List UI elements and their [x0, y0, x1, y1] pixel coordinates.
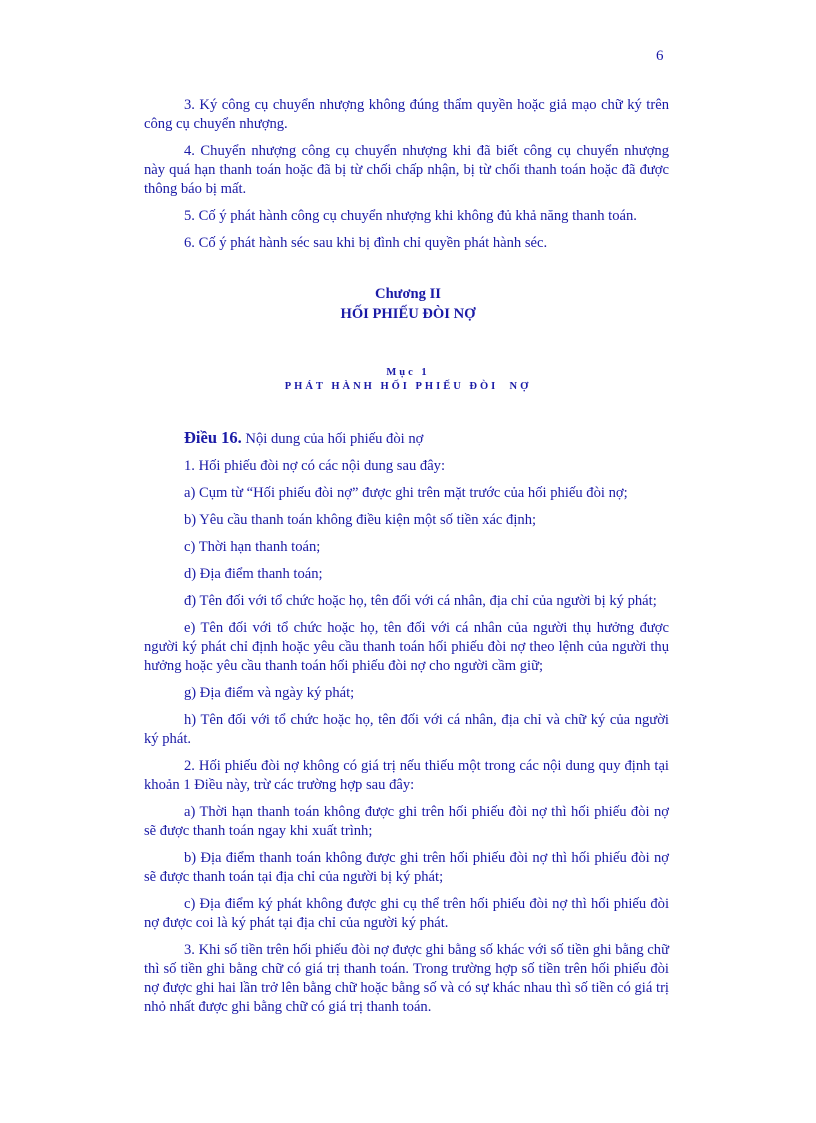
chapter-title: HỐI PHIẾU ĐÒI NỢ [340, 306, 476, 322]
paragraph: 3. Ký công cụ chuyển nhượng không đúng thẩm quyền hoặc giả mạo chữ ký trên công cụ chuyển nhượng. [144, 97, 669, 132]
section-label: Mục 1 [386, 367, 430, 378]
paragraph: b) Yêu cầu thanh toán không điều kiện một số tiền xác định; [184, 512, 537, 528]
paragraph: h) Tên đối với tổ chức hoặc họ, tên đối với cá nhân, địa chỉ và chữ ký của người ký phát. [144, 712, 669, 747]
paragraph: 2. Hối phiếu đòi nợ không có giá trị nếu thiếu một trong các nội dung quy định tại khoản 1 Điều này, trừ các trường hợp sau đây: [144, 758, 669, 793]
paragraph: 5. Cố ý phát hành công cụ chuyển nhượng khi không đủ khả năng thanh toán. [184, 208, 637, 224]
article-body [144, 428, 669, 1025]
paragraph: c) Địa điểm ký phát không được ghi cụ thể trên hối phiếu đòi nợ thì hối phiếu đòi nợ được coi là ký phát tại địa chỉ của người ký phát. [144, 896, 669, 931]
paragraph: 1. Hối phiếu đòi nợ có các nội dung sau đây: [184, 458, 446, 474]
paragraph: g) Địa điểm và ngày ký phát; [184, 685, 355, 701]
article-label: Điều 16. [184, 428, 242, 447]
page-number: 6 [656, 48, 664, 64]
paragraph: b) Địa điểm thanh toán không được ghi trên hối phiếu đòi nợ thì hối phiếu đòi nợ sẽ được thanh toán tại địa chỉ của người bị ký phát; [144, 850, 669, 885]
paragraph: d) Địa điểm thanh toán; [184, 566, 323, 582]
paragraph: 6. Cố ý phát hành séc sau khi bị đình chỉ quyền phát hành séc. [184, 235, 548, 251]
section-title: PHÁT HÀNH HỐI PHIẾU ĐÒI NỢ [284, 381, 532, 392]
chapter-label: Chương II [375, 286, 441, 302]
top-paragraphs [144, 96, 669, 261]
paragraph: 3. Khi số tiền trên hối phiếu đòi nợ được ghi bằng số khác với số tiền ghi bằng chữ thì số tiền ghi bằng chữ có giá trị thanh toán. Trong trường hợp số tiền trên hối phiếu đòi nợ được ghi hai lần trở lên bằng chữ hoặc bằng số và có sự khác nhau thì số tiền có giá trị nhỏ nhất được ghi bằng chữ có giá trị thanh toán. [144, 942, 669, 1015]
paragraph: 4. Chuyển nhượng công cụ chuyển nhượng khi đã biết công cụ chuyển nhượng này quá hạn thanh toán hoặc đã bị từ chối chấp nhận, bị từ chối thanh toán hoặc đã được thông báo bị mất. [144, 143, 669, 197]
article-title: Nội dung của hối phiếu đòi nợ [245, 431, 424, 447]
paragraph: a) Thời hạn thanh toán không được ghi trên hối phiếu đòi nợ thì hối phiếu đòi nợ sẽ được thanh toán ngay khi xuất trình; [144, 804, 669, 839]
paragraph: c) Thời hạn thanh toán; [184, 539, 321, 555]
chapter-heading [0, 284, 816, 324]
paragraph: a) Cụm từ “Hối phiếu đòi nợ” được ghi trên mặt trước của hối phiếu đòi nợ; [184, 485, 628, 501]
section-heading [0, 366, 816, 394]
paragraph: e) Tên đối với tổ chức hoặc họ, tên đối với cá nhân của người thụ hưởng được người ký phát chỉ định hoặc yêu cầu thanh toán hối phiếu đòi nợ theo lệnh của người thụ hưởng hoặc yêu cầu thanh toán hối phiếu đòi nợ cho người cầm giữ; [144, 620, 669, 674]
paragraph: đ) Tên đối với tổ chức hoặc họ, tên đối với cá nhân, địa chỉ của người bị ký phát; [184, 593, 657, 609]
article-heading [144, 428, 669, 449]
